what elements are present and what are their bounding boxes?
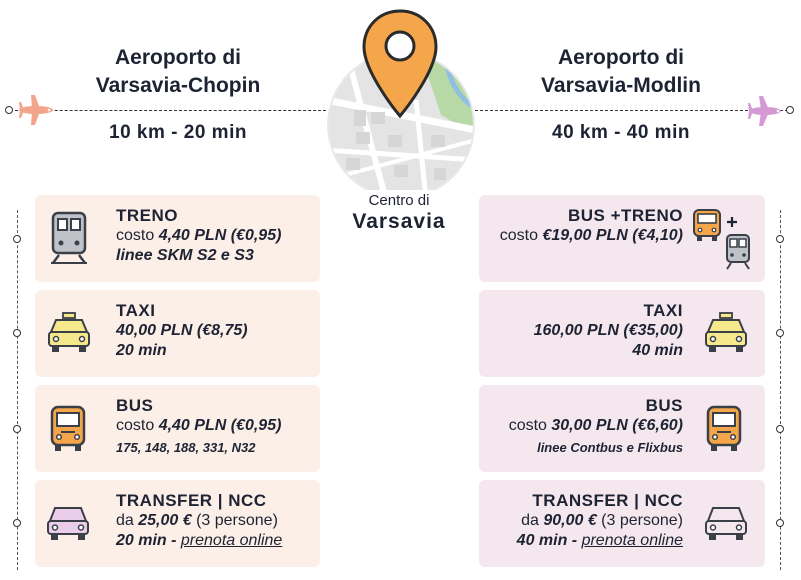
- left-card-train: [35, 195, 320, 282]
- left-card-taxi-text: [116, 301, 316, 361]
- left-airport-name: [78, 44, 278, 100]
- train-icon: [724, 233, 752, 271]
- car-icon: [46, 504, 90, 542]
- card-title: BUS +TRENO: [567, 206, 683, 225]
- timeline-dot: [776, 235, 784, 243]
- card-price: [116, 511, 316, 531]
- car-icon: [704, 504, 748, 542]
- card-price: 160,00 PLN (€35,00): [533, 322, 683, 339]
- duration: 40 min -: [516, 532, 582, 549]
- card-price: [116, 226, 316, 246]
- right-card-taxi-text: [483, 301, 683, 361]
- price-prefix: costo: [508, 417, 552, 434]
- price-suffix: (3 persone): [596, 512, 683, 529]
- card-title: TRENO: [116, 206, 178, 225]
- left-route-dot: [5, 106, 13, 114]
- left-card-transfer-text: [116, 491, 316, 551]
- location-pin-icon: [360, 8, 440, 120]
- plus-icon: [726, 216, 738, 228]
- card-price: [483, 511, 683, 531]
- card-detail: 20 min: [116, 342, 167, 359]
- timeline-dot: [776, 329, 784, 337]
- right-airport-name-line2: Varsavia-Modlin: [541, 74, 701, 97]
- right-card-taxi: [479, 290, 765, 377]
- card-price: [483, 226, 683, 246]
- right-card-bus: [479, 385, 765, 472]
- right-timeline: [780, 210, 781, 570]
- price-prefix: costo: [116, 417, 159, 434]
- timeline-dot: [13, 235, 21, 243]
- right-route-dot: [786, 106, 794, 114]
- card-detail: [116, 531, 316, 551]
- left-card-bus: [35, 385, 320, 472]
- card-price: [483, 416, 683, 436]
- timeline-dot: [13, 329, 21, 337]
- bus-icon: [49, 405, 87, 453]
- booking-link[interactable]: prenota online: [180, 532, 283, 549]
- card-price: 40,00 PLN (€8,75): [116, 322, 248, 339]
- card-title: BUS: [645, 396, 683, 415]
- price-value: 30,00 PLN (€6,60): [551, 417, 683, 434]
- card-title: TAXI: [643, 301, 683, 320]
- left-card-taxi: [35, 290, 320, 377]
- center-label-line1: Centro di: [368, 192, 430, 209]
- price-prefix: costo: [116, 227, 159, 244]
- left-airport-name-line1: Aeroporto di: [115, 46, 241, 69]
- left-airport-distance: 10 km - 20 min: [109, 122, 247, 143]
- left-timeline: [17, 210, 18, 570]
- card-title: TRANSFER | NCC: [532, 491, 683, 510]
- price-prefix: da: [116, 512, 139, 529]
- right-route-line: [475, 110, 788, 111]
- airplane-icon: [17, 93, 55, 127]
- timeline-dot: [776, 425, 784, 433]
- right-card-bus-train-text: [483, 206, 683, 246]
- taxi-icon: [47, 312, 91, 354]
- timeline-dot: [13, 519, 21, 527]
- price-value: €19,00 PLN (€4,10): [542, 227, 683, 244]
- price-prefix: da: [521, 512, 544, 529]
- right-card-bus-text: [483, 396, 683, 458]
- taxi-icon: [704, 312, 748, 354]
- booking-link[interactable]: prenota online: [581, 532, 683, 549]
- left-card-transfer: [35, 480, 320, 567]
- card-title: TRANSFER | NCC: [116, 491, 267, 510]
- timeline-dot: [13, 425, 21, 433]
- price-value: 4,40 PLN (€0,95): [158, 227, 282, 244]
- card-price: [116, 416, 316, 436]
- right-card-transfer: [479, 480, 765, 567]
- card-detail: 40 min: [632, 342, 683, 359]
- bus-icon: [705, 405, 743, 453]
- left-route-line: [10, 110, 326, 111]
- price-suffix: (3 persone): [191, 512, 278, 529]
- right-card-bus-train: [479, 195, 765, 282]
- bus-icon: [692, 208, 722, 242]
- card-detail: [483, 531, 683, 551]
- price-value: 4,40 PLN (€0,95): [158, 417, 282, 434]
- train-icon: [49, 211, 89, 265]
- card-title: TAXI: [116, 301, 156, 320]
- price-value: 25,00 €: [138, 512, 192, 529]
- airplane-icon: [747, 94, 783, 128]
- card-detail: linee SKM S2 e S3: [116, 247, 254, 264]
- left-airport-name-line2: Varsavia-Chopin: [95, 74, 261, 97]
- price-prefix: costo: [499, 227, 543, 244]
- left-card-bus-text: [116, 396, 316, 458]
- right-card-transfer-text: [483, 491, 683, 551]
- card-title: BUS: [116, 396, 154, 415]
- card-detail: linee Contbus e Flixbus: [537, 440, 683, 455]
- duration: 20 min -: [116, 532, 181, 549]
- price-value: 90,00 €: [543, 512, 597, 529]
- timeline-dot: [776, 519, 784, 527]
- right-airport-distance: 40 km - 40 min: [552, 122, 690, 143]
- center-label: [324, 192, 474, 234]
- left-card-train-text: [116, 206, 316, 266]
- center-label-line2: Varsavia: [352, 210, 446, 233]
- card-detail: 175, 148, 188, 331, N32: [116, 440, 256, 455]
- right-airport-name: [521, 44, 721, 100]
- right-airport-name-line1: Aeroporto di: [558, 46, 684, 69]
